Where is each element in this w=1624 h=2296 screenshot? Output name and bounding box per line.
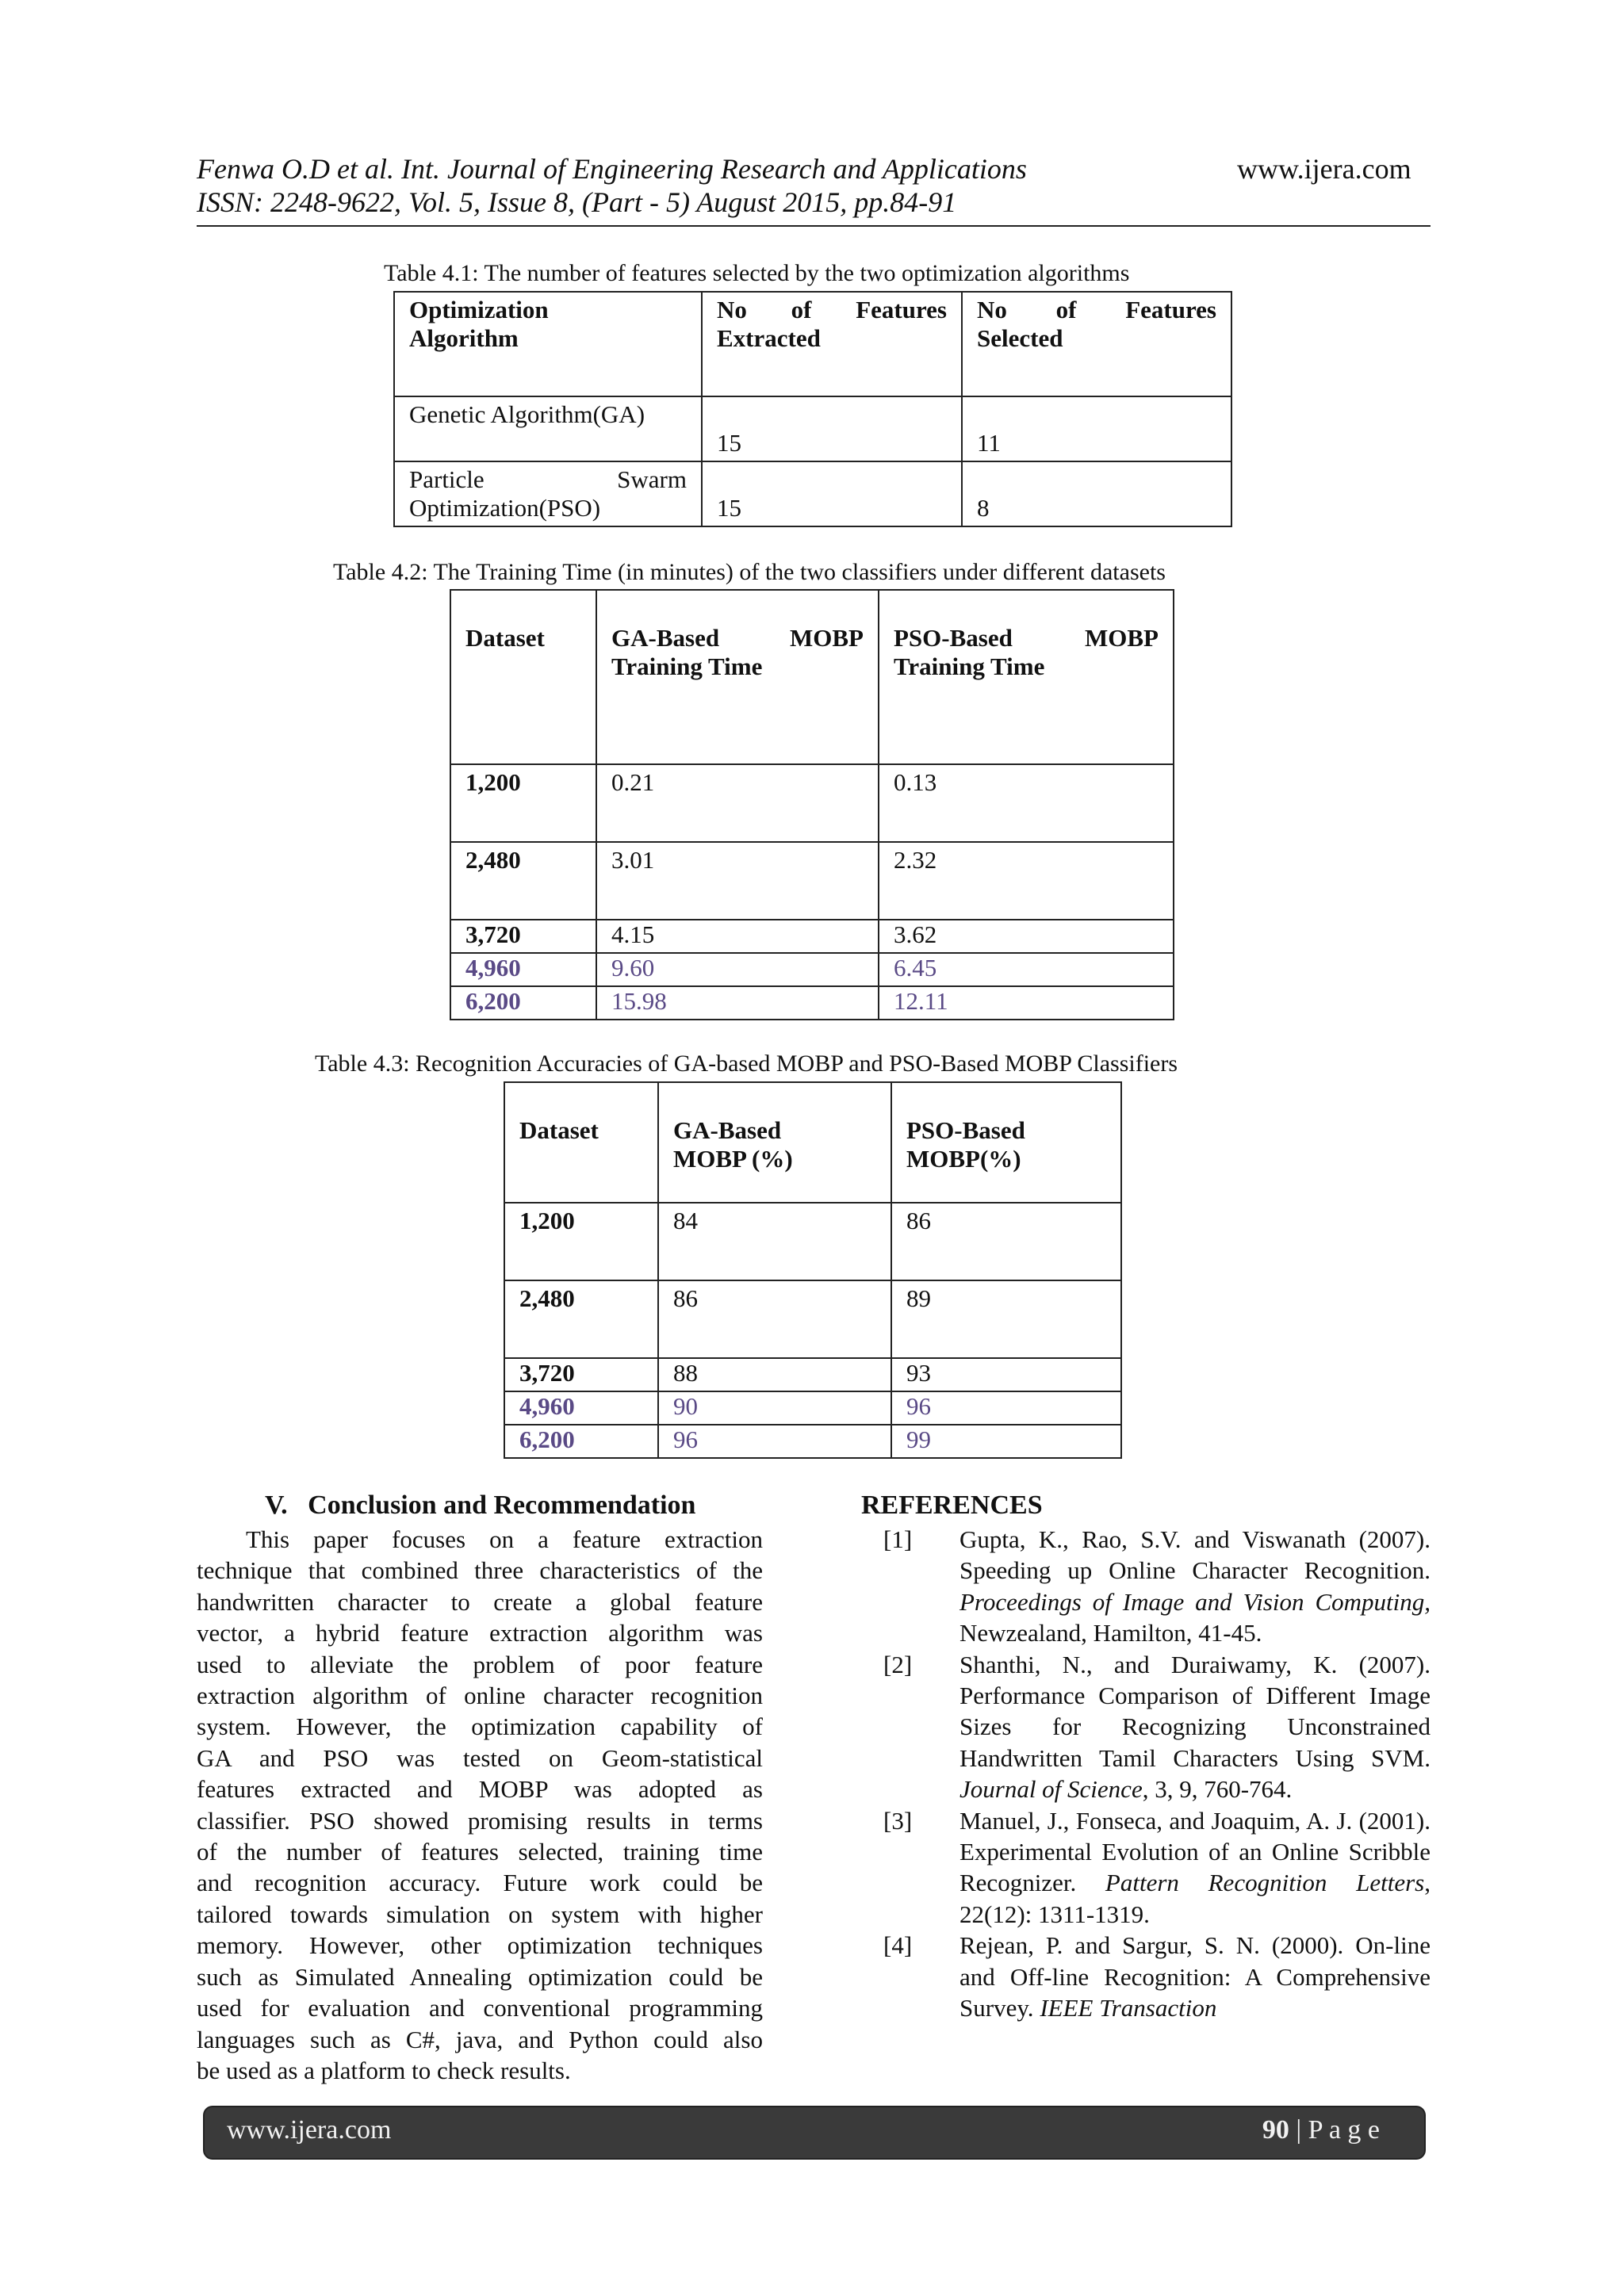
table2-cell-dataset: 1,200	[450, 764, 596, 842]
conclusion-heading: V. Conclusion and Recommendation	[265, 1490, 696, 1520]
table3-cell-pso: 99	[891, 1425, 1121, 1458]
conclusion-line: vector, a hybrid feature extraction algorithm was	[197, 1619, 763, 1647]
table2-cell-ga: 3.01	[596, 842, 879, 920]
table-row	[394, 396, 1231, 461]
conclusion-line: used for evaluation and conventional programming	[197, 1994, 763, 2022]
table-row	[450, 590, 1174, 764]
table2	[450, 589, 1174, 1020]
table2-cell-pso: 6.45	[879, 953, 1174, 986]
reference-text: Manuel, J., Fonseca, and Joaquim, A. J. (2001). Experimental Evolution of an Online Scribble Recognizer.	[959, 1806, 1431, 1897]
table1	[393, 291, 1232, 527]
reference-number: [4]	[883, 1931, 913, 1960]
header-rule	[197, 225, 1431, 227]
table3-cell-pso: 93	[891, 1358, 1121, 1391]
conclusion-line: extraction algorithm of online character recognition	[197, 1682, 763, 1710]
table3-cell-ga: 86	[658, 1280, 891, 1358]
table2-cell-dataset: 3,720	[450, 920, 596, 953]
table2-cell-pso: 2.32	[879, 842, 1174, 920]
table1-header-algorithm: Optimization Algorithm	[394, 292, 702, 396]
conclusion-line: This paper focuses on a feature extraction	[246, 1525, 763, 1553]
footer-page	[1262, 2115, 1380, 2145]
table1-cell-extracted: 15	[702, 396, 962, 461]
table3-cell-pso: 96	[891, 1391, 1121, 1425]
table-row	[394, 461, 1231, 526]
reference-text: , 22(12): 1311-1319.	[959, 1869, 1431, 1928]
header-journal-line: Fenwa O.D et al. Int. Journal of Engineering Research and Applications	[197, 153, 1027, 185]
reference-text: IEEE Transaction	[1040, 1994, 1217, 2022]
table1-cell-algo: Particle Swarm Optimization(PSO)	[394, 461, 702, 526]
reference-item	[861, 1805, 1431, 1931]
footer-url[interactable]: www.ijera.com	[227, 2115, 392, 2145]
table2-header-ga: GA-Based MOBP Training Time	[596, 590, 879, 764]
header-issn-line: ISSN: 2248-9622, Vol. 5, Issue 8, (Part - 5) August 2015, pp.84-91	[197, 186, 957, 218]
reference-text: Newzealand, Hamilton, 41-45.	[959, 1619, 1262, 1647]
reference-text: Rejean, P. and Sargur, S. N. (2000). On-line and Off-line Recognition: A Comprehensive Survey.	[959, 1931, 1431, 2022]
header-url[interactable]: www.ijera.com	[1237, 153, 1411, 185]
page-label: | P a g e	[1289, 2115, 1380, 2145]
conclusion-line: tailored towards simulation on system with higher	[197, 1900, 763, 1928]
table3-header-ga: GA-Based MOBP (%)	[658, 1082, 891, 1203]
table2-cell-ga: 15.98	[596, 986, 879, 1020]
reference-text: Journal of Science	[959, 1775, 1143, 1804]
table3-cell-pso: 89	[891, 1280, 1121, 1358]
table-row	[504, 1425, 1121, 1458]
table3-header-pso: PSO-Based MOBP(%)	[891, 1082, 1121, 1203]
table-row	[504, 1280, 1121, 1358]
table-row	[450, 764, 1174, 842]
table2-cell-ga: 4.15	[596, 920, 879, 953]
table3-cell-pso: 86	[891, 1203, 1121, 1280]
page-footer	[205, 2107, 1424, 2158]
table2-cell-dataset: 4,960	[450, 953, 596, 986]
references-heading: REFERENCES	[861, 1490, 1043, 1520]
conclusion-body	[197, 1524, 763, 2086]
conclusion-line: GA and PSO was tested on Geom-statistical	[197, 1743, 763, 1772]
table-row	[450, 953, 1174, 986]
reference-text: Proceedings of Image and Vision Computing,	[959, 1587, 1431, 1616]
table3-cell-dataset: 6,200	[504, 1425, 658, 1458]
table1-cell-selected: 8	[962, 461, 1231, 526]
table1-cell-selected: 11	[962, 396, 1231, 461]
table2-cell-ga: 9.60	[596, 953, 879, 986]
table1-caption: Table 4.1: The number of features selected by the two optimization algorithms	[384, 260, 1130, 286]
table3-cell-ga: 88	[658, 1358, 891, 1391]
table3-cell-dataset: 4,960	[504, 1391, 658, 1425]
table2-cell-dataset: 2,480	[450, 842, 596, 920]
reference-number: [2]	[883, 1650, 913, 1678]
table1-cell-algo: Genetic Algorithm(GA)	[394, 396, 702, 461]
conclusion-line: classifier. PSO showed promising results in terms	[197, 1806, 763, 1835]
reference-item	[861, 1524, 1431, 1649]
conclusion-line: be used as a platform to check results.	[197, 2056, 571, 2084]
table2-header-pso: PSO-Based MOBP Training Time	[879, 590, 1174, 764]
table2-cell-pso: 0.13	[879, 764, 1174, 842]
reference-item	[861, 1930, 1431, 2023]
conclusion-line: used to alleviate the problem of poor feature	[197, 1650, 763, 1678]
reference-item	[861, 1649, 1431, 1805]
table1-header-extracted: No of Features Extracted	[702, 292, 962, 396]
table3-caption: Table 4.3: Recognition Accuracies of GA-based MOBP and PSO-Based MOBP Classifiers	[315, 1050, 1178, 1077]
conclusion-line: handwritten character to create a global feature	[197, 1587, 763, 1616]
table2-cell-pso: 3.62	[879, 920, 1174, 953]
conclusion-line: of the number of features selected, training time	[197, 1838, 763, 1866]
table2-caption: Table 4.2: The Training Time (in minutes) of the two classifiers under different datasets	[333, 559, 1166, 585]
table-row	[450, 986, 1174, 1020]
reference-text: Shanthi, N., and Duraiwamy, K. (2007). Performance Comparison of Different Image Sizes for Recognizing Unconstrained Handwritten Tamil Characters Using SVM.	[959, 1650, 1431, 1772]
table2-cell-ga: 0.21	[596, 764, 879, 842]
table2-cell-dataset: 6,200	[450, 986, 596, 1020]
table1-header-selected: No of Features Selected	[962, 292, 1231, 396]
reference-text: Pattern Recognition Letters	[1105, 1869, 1425, 1897]
table3-cell-dataset: 1,200	[504, 1203, 658, 1280]
table3-cell-ga: 96	[658, 1425, 891, 1458]
reference-number: [3]	[883, 1806, 913, 1835]
table-row	[504, 1358, 1121, 1391]
table-row	[450, 842, 1174, 920]
table2-cell-pso: 12.11	[879, 986, 1174, 1020]
table3-cell-dataset: 2,480	[504, 1280, 658, 1358]
table3-cell-dataset: 3,720	[504, 1358, 658, 1391]
conclusion-line: and recognition accuracy. Future work could be	[197, 1869, 763, 1897]
conclusion-line: such as Simulated Annealing optimization could be	[197, 1962, 763, 1991]
table-row	[504, 1082, 1121, 1203]
table3	[504, 1081, 1122, 1459]
reference-text: , 3, 9, 760-764.	[1142, 1775, 1293, 1804]
conclusion-line: languages such as C#, java, and Python could also	[197, 2025, 763, 2053]
table3-header-dataset: Dataset	[504, 1082, 658, 1203]
table3-cell-ga: 90	[658, 1391, 891, 1425]
reference-text: Gupta, K., Rao, S.V. and Viswanath (2007). Speeding up Online Character Recognition.	[959, 1525, 1431, 1585]
conclusion-line: technique that combined three characteristics of the	[197, 1556, 763, 1585]
conclusion-line: features extracted and MOBP was adopted as	[197, 1775, 763, 1804]
table2-header-dataset: Dataset	[450, 590, 596, 764]
references-list	[861, 1524, 1431, 2024]
conclusion-line: system. However, the optimization capability of	[197, 1712, 763, 1741]
table-row	[450, 920, 1174, 953]
page-number: 90	[1262, 2115, 1289, 2145]
table3-cell-ga: 84	[658, 1203, 891, 1280]
table1-cell-extracted: 15	[702, 461, 962, 526]
table-row	[504, 1203, 1121, 1280]
reference-number: [1]	[883, 1525, 913, 1553]
conclusion-line: memory. However, other optimization techniques	[197, 1931, 763, 1960]
table-row	[504, 1391, 1121, 1425]
table-row	[394, 292, 1231, 396]
